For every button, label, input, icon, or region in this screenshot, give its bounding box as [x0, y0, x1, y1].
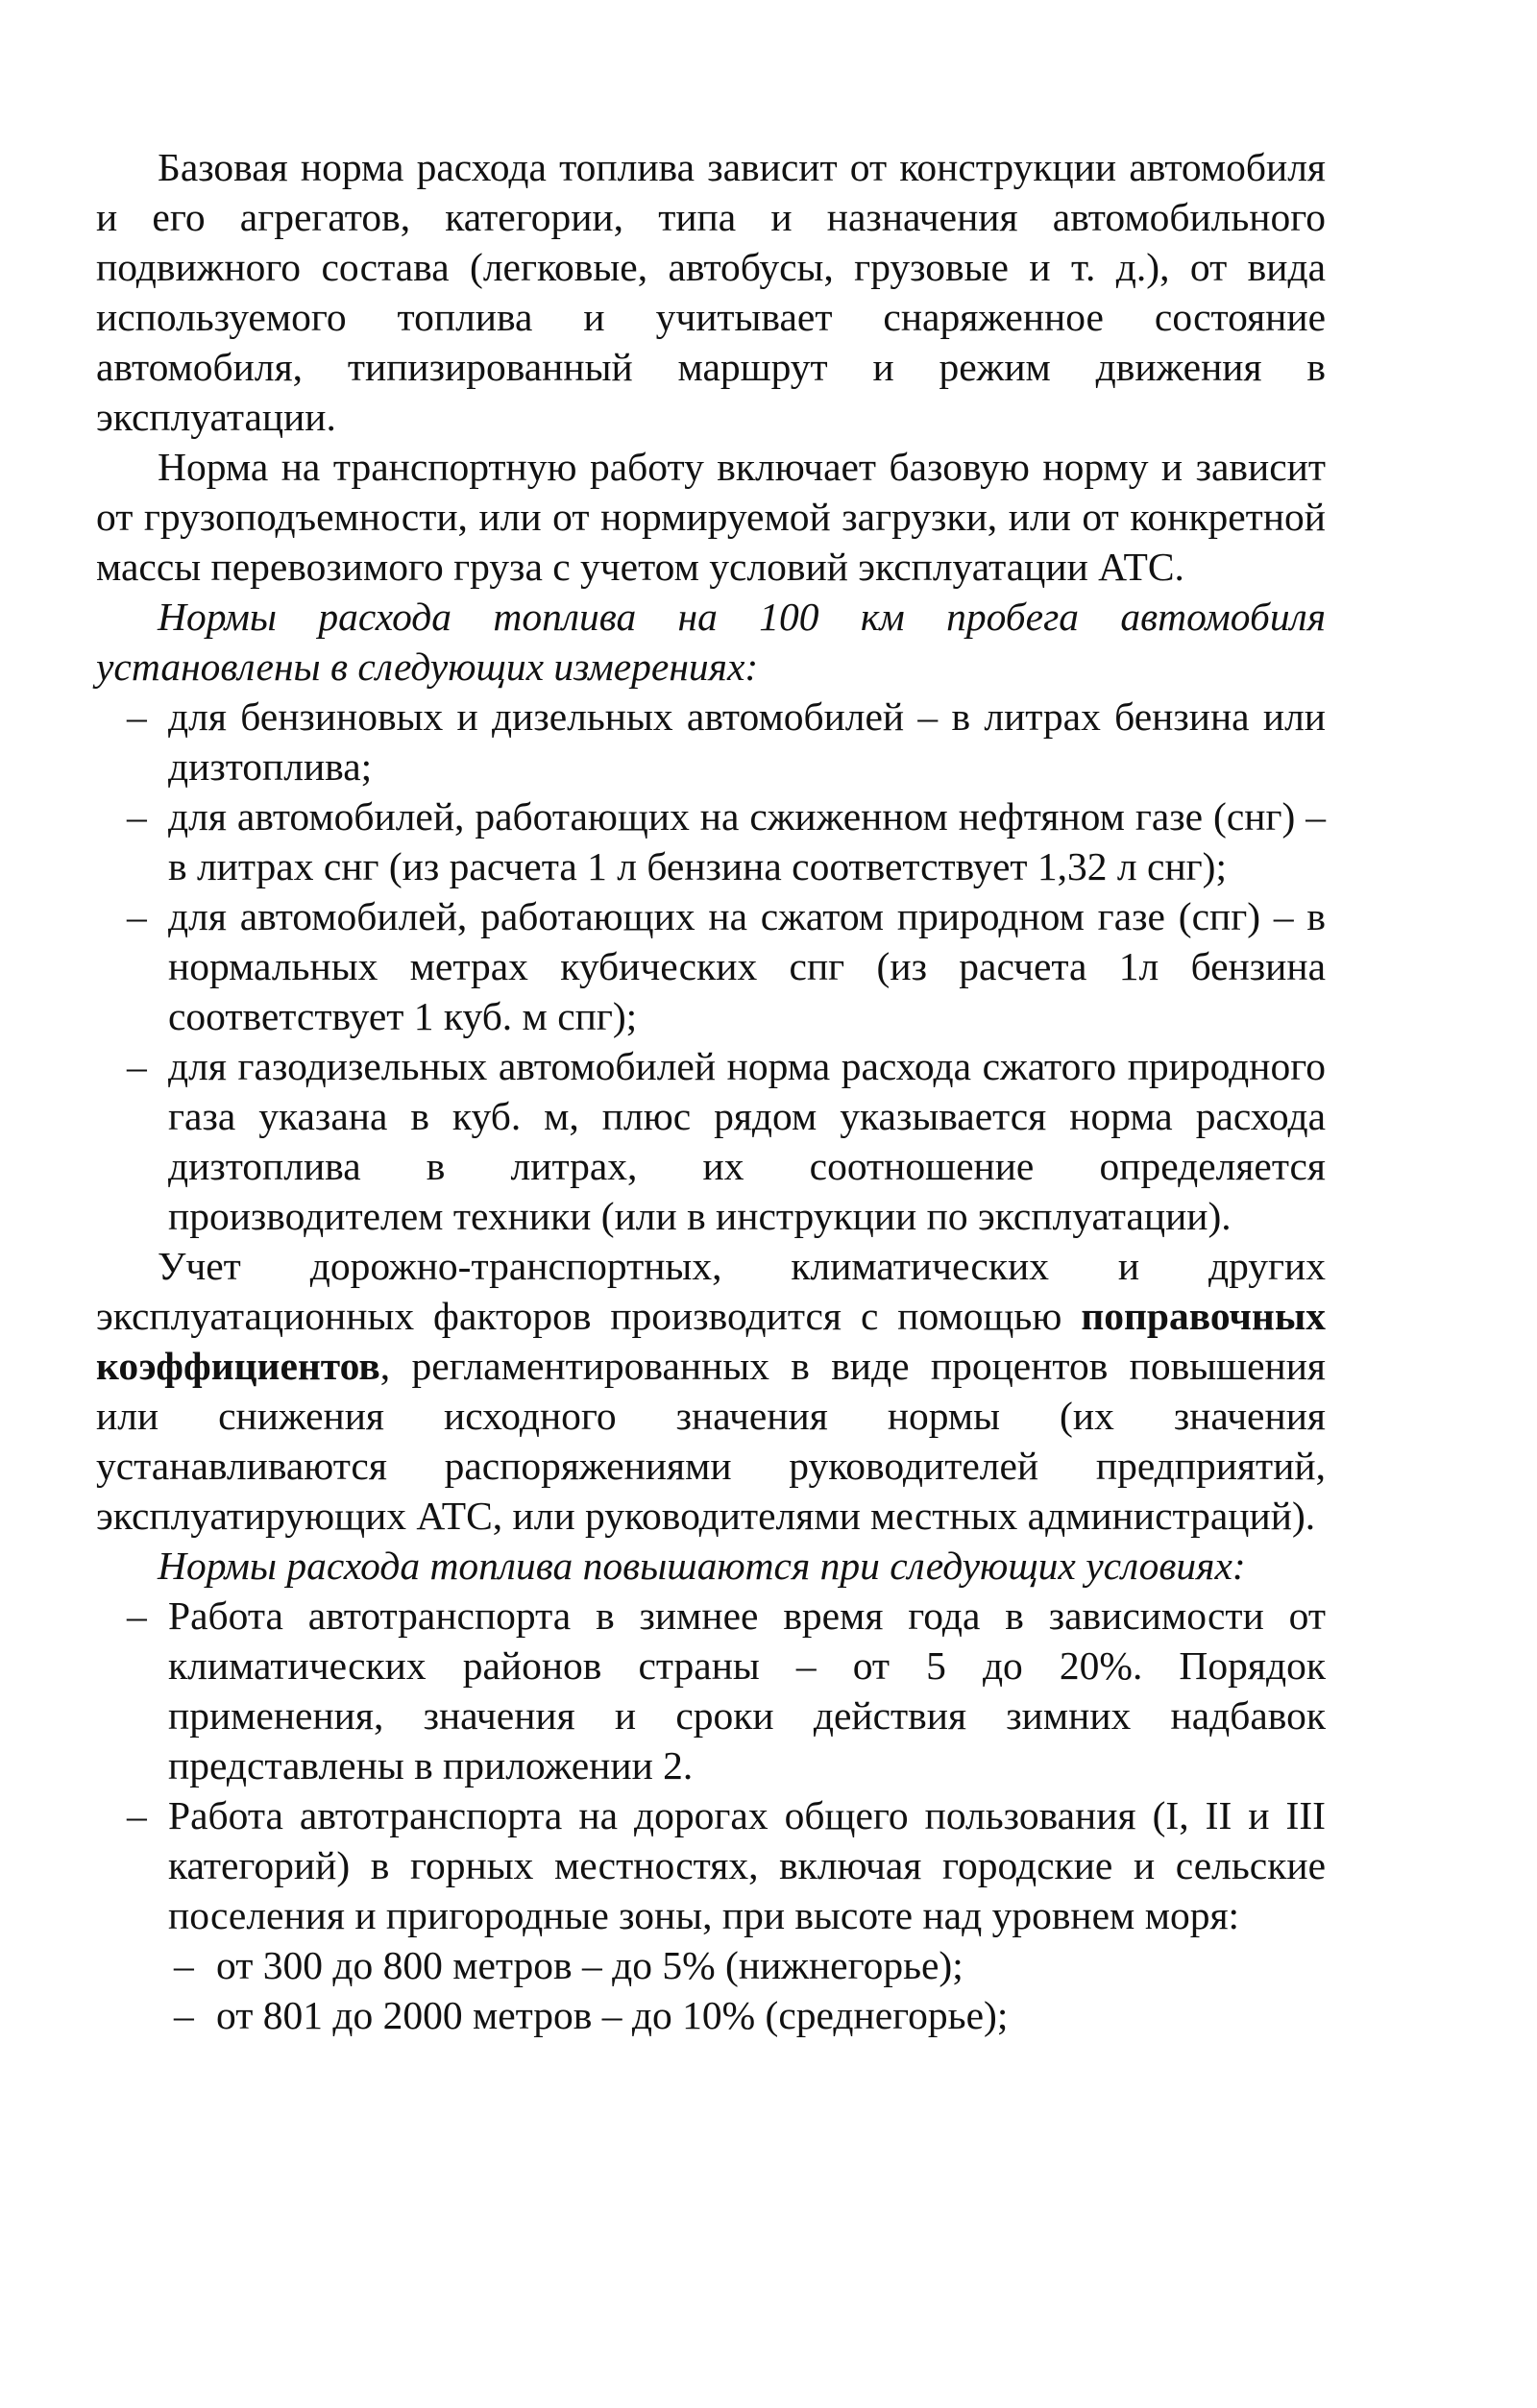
sublist-item: – от 300 до 800 метров – до 5% (нижнегорье);: [168, 1940, 1326, 1990]
paragraph-fuel-norm-units-heading: Нормы расхода топлива на 100 км пробега автомобиля установлены в следующих измерениях:: [96, 595, 1326, 689]
sublist-item: – от 801 до 2000 метров – до 10% (среднегорье);: [168, 1990, 1326, 2040]
list-item: – для бензиновых и дизельных автомобилей – в литрах бензина или дизтоплива;: [96, 692, 1326, 791]
paragraph-base-norm: Базовая норма расхода топлива зависит от конструкции автомобиля и его агрегатов, категории, типа и назначения автомобильного подвижного состава (легковые, автобусы, грузовые и т. д.), от вида используемого топлива и учитывает снаряженное состояние автомобиля, типизированный маршрут и режим движения в эксплуатации.: [96, 145, 1326, 439]
list-item: – для автомобилей, работающих на сжиженном нефтяном газе (снг) – в литрах снг (из расчета 1 л бензина соответствует 1,32 л снг);: [96, 791, 1326, 891]
list-item: – для автомобилей, работающих на сжатом природном газе (спг) – в нормальных метрах кубических спг (из расчета 1л бензина соответствует 1 куб. м спг);: [96, 891, 1326, 1041]
paragraph-correction-factors: [96, 1241, 1326, 1541]
altitude-sublist: [168, 1940, 1326, 2040]
correction-factors-term: поправочных коэффициентов: [96, 1294, 1326, 1388]
correction-text-before: Учет дорожно-транспортных, климатических и других эксплуатационных факторов производится с помощью: [96, 1244, 1326, 1338]
document-page: [96, 142, 1326, 2040]
increase-conditions-list: [96, 1591, 1326, 1940]
paragraph-increase-conditions-heading: Нормы расхода топлива повышаются при следующих условиях:: [158, 1544, 1246, 1588]
fuel-units-list: [96, 692, 1326, 1241]
correction-text-after: , регламентированных в виде процентов повышения или снижения исходного значения нормы (их значения устанавливаются распоряжениями руководителей предприятий, эксплуатирующих АТС, или руководителями местных администраций).: [96, 1344, 1326, 1538]
list-item: – Работа автотранспорта на дорогах общего пользования (I, II и III категорий) в горных местностях, включая городские и сельские поселения и пригородные зоны, при высоте над уровнем моря:: [96, 1790, 1326, 1940]
paragraph-transport-norm: Норма на транспортную работу включает базовую норму и зависит от грузоподъемности, или от нормируемой загрузки, или от конкретной массы перевозимого груза с учетом условий эксплуатации АТС.: [96, 445, 1326, 589]
list-item: – Работа автотранспорта в зимнее время года в зависимости от климатических районов страны – от 5 до 20%. Порядок применения, значения и сроки действия зимних надбавок представлены в приложении 2.: [96, 1591, 1326, 1790]
list-item: – для газодизельных автомобилей норма расхода сжатого природного газа указана в куб. м, плюс рядом указывается норма расхода дизтоплива в литрах, их соотношение определяется производителем техники (или в инструкции по эксплуатации).: [96, 1041, 1326, 1241]
